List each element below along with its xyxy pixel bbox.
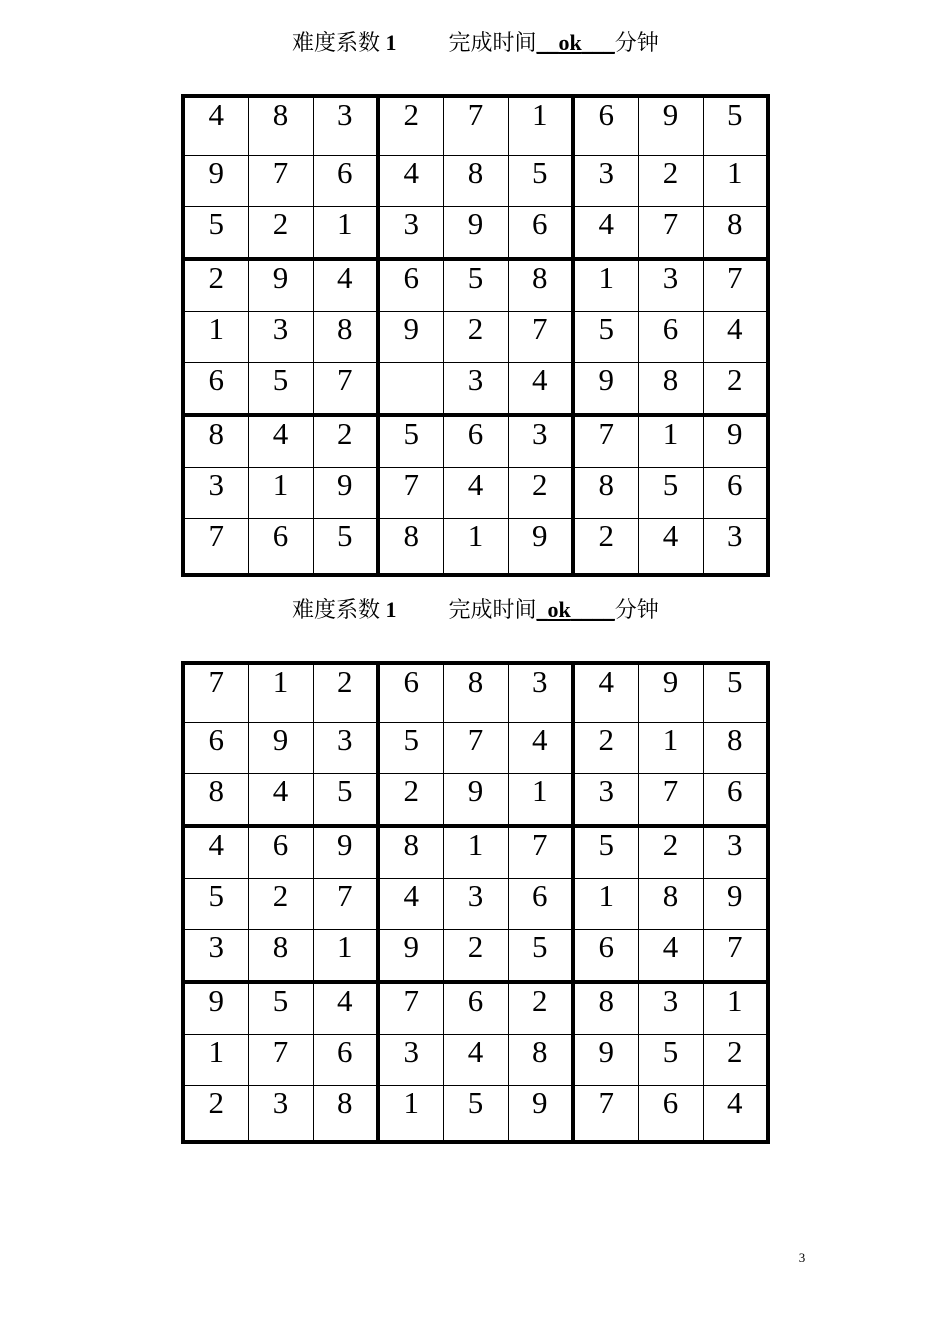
grid-cell: 3 (378, 1035, 443, 1086)
grid-cell: 4 (378, 156, 443, 207)
grid-cell: 4 (443, 468, 508, 519)
grid-cell: 6 (313, 1035, 378, 1086)
grid-cell: 6 (508, 879, 573, 930)
grid-cell: 2 (508, 982, 573, 1035)
grid-cell: 4 (378, 879, 443, 930)
grid-cell: 4 (248, 774, 313, 827)
grid-row (183, 930, 768, 983)
grid-cell: 8 (248, 930, 313, 983)
grid-cell: 3 (443, 879, 508, 930)
grid-cell: 4 (703, 312, 768, 363)
grid-cell: 5 (443, 1086, 508, 1143)
grid-cell: 6 (248, 826, 313, 879)
grid-cell: 1 (573, 879, 638, 930)
grid-cell: 5 (573, 826, 638, 879)
time-value: ok (558, 30, 582, 55)
time-value: ok (547, 597, 571, 622)
grid-cell: 1 (183, 312, 248, 363)
grid-cell: 8 (508, 1035, 573, 1086)
grid-cell: 1 (508, 96, 573, 156)
grid-row (183, 1086, 768, 1143)
grid-row (183, 826, 768, 879)
grid-cell: 5 (313, 774, 378, 827)
grid-cell: 9 (248, 723, 313, 774)
grid-cell: 9 (313, 468, 378, 519)
puzzle-1-header (292, 29, 752, 57)
grid-cell: 2 (573, 519, 638, 576)
grid-cell: 4 (508, 363, 573, 416)
grid-cell: 1 (703, 156, 768, 207)
grid-cell: 4 (248, 415, 313, 468)
grid-cell: 3 (573, 156, 638, 207)
grid-cell: 6 (573, 930, 638, 983)
grid-row (183, 207, 768, 260)
grid-cell: 4 (508, 723, 573, 774)
difficulty-label: 难度系数 (292, 30, 381, 55)
grid-cell: 6 (248, 519, 313, 576)
grid-cell: 2 (703, 1035, 768, 1086)
grid-cell: 7 (313, 363, 378, 416)
grid-cell (378, 363, 443, 416)
grid-cell: 8 (508, 259, 573, 312)
grid-cell: 2 (443, 312, 508, 363)
grid-cell: 8 (573, 468, 638, 519)
grid-row (183, 259, 768, 312)
grid-cell: 1 (443, 519, 508, 576)
grid-cell: 6 (443, 982, 508, 1035)
grid-cell: 8 (183, 415, 248, 468)
grid-cell: 8 (443, 156, 508, 207)
grid-cell: 5 (638, 1035, 703, 1086)
grid-cell: 7 (248, 156, 313, 207)
grid-cell: 6 (313, 156, 378, 207)
grid-cell: 8 (703, 723, 768, 774)
time-underline-suffix: ____ (570, 597, 615, 622)
grid-cell: 3 (508, 415, 573, 468)
grid-cell: 7 (443, 723, 508, 774)
grid-cell: 9 (638, 663, 703, 723)
grid-cell: 5 (378, 723, 443, 774)
grid-cell: 2 (638, 826, 703, 879)
grid-row (183, 415, 768, 468)
grid-cell: 4 (638, 519, 703, 576)
grid-cell: 7 (443, 96, 508, 156)
grid-row (183, 312, 768, 363)
grid-cell: 4 (703, 1086, 768, 1143)
grid-cell: 3 (248, 1086, 313, 1143)
grid-cell: 9 (443, 774, 508, 827)
grid-cell: 3 (638, 259, 703, 312)
grid-cell: 6 (378, 663, 443, 723)
grid-cell: 2 (443, 930, 508, 983)
grid-cell: 5 (378, 415, 443, 468)
grid-cell: 8 (313, 1086, 378, 1143)
grid-cell: 6 (638, 1086, 703, 1143)
grid-row (183, 519, 768, 576)
grid-cell: 4 (313, 982, 378, 1035)
grid-cell: 9 (313, 826, 378, 879)
grid-row (183, 663, 768, 723)
grid-cell: 4 (443, 1035, 508, 1086)
grid-row (183, 363, 768, 416)
grid-cell: 8 (378, 519, 443, 576)
grid-row (183, 723, 768, 774)
grid-cell: 4 (573, 663, 638, 723)
grid-cell: 7 (638, 207, 703, 260)
grid-cell: 6 (703, 468, 768, 519)
grid-cell: 7 (378, 982, 443, 1035)
grid-row (183, 468, 768, 519)
grid-cell: 5 (573, 312, 638, 363)
grid-row (183, 1035, 768, 1086)
grid-cell: 2 (378, 96, 443, 156)
page-number: 3 (798, 1250, 806, 1265)
grid-cell: 5 (248, 982, 313, 1035)
grid-cell: 3 (703, 826, 768, 879)
time-underline-suffix: ___ (581, 30, 615, 55)
grid-row (183, 879, 768, 930)
grid-cell: 7 (378, 468, 443, 519)
grid-cell: 1 (508, 774, 573, 827)
grid-cell: 1 (248, 468, 313, 519)
grid-cell: 3 (313, 723, 378, 774)
grid-cell: 9 (378, 312, 443, 363)
grid-row (183, 982, 768, 1035)
grid-cell: 8 (573, 982, 638, 1035)
grid-cell: 7 (183, 519, 248, 576)
difficulty-label: 难度系数 (292, 597, 381, 622)
grid-cell: 3 (378, 207, 443, 260)
grid-cell: 8 (313, 312, 378, 363)
difficulty-value: 1 (385, 597, 397, 622)
grid-cell: 7 (638, 774, 703, 827)
grid-row (183, 156, 768, 207)
grid-cell: 7 (508, 312, 573, 363)
grid-cell: 9 (573, 1035, 638, 1086)
grid-cell: 4 (183, 826, 248, 879)
grid-cell: 9 (183, 156, 248, 207)
grid-cell: 3 (248, 312, 313, 363)
grid-cell: 2 (703, 363, 768, 416)
grid-cell: 6 (443, 415, 508, 468)
grid-cell: 7 (573, 1086, 638, 1143)
grid-cell: 6 (183, 363, 248, 416)
grid-cell: 9 (508, 1086, 573, 1143)
grid-cell: 7 (703, 259, 768, 312)
grid-cell: 1 (443, 826, 508, 879)
grid-cell: 4 (573, 207, 638, 260)
grid-cell: 2 (508, 468, 573, 519)
time-label: 完成时间 (448, 597, 537, 622)
grid-cell: 3 (508, 663, 573, 723)
grid-cell: 2 (313, 415, 378, 468)
grid-cell: 3 (638, 982, 703, 1035)
grid-cell: 8 (378, 826, 443, 879)
time-unit: 分钟 (614, 30, 659, 55)
time-underline-prefix: _ (536, 597, 548, 622)
grid-cell: 2 (378, 774, 443, 827)
time-underline-prefix: __ (536, 30, 559, 55)
grid-cell: 2 (183, 259, 248, 312)
time-label: 完成时间 (448, 30, 537, 55)
grid-cell: 1 (573, 259, 638, 312)
grid-cell: 7 (313, 879, 378, 930)
grid-cell: 3 (443, 363, 508, 416)
sudoku-grid-2 (181, 661, 770, 1144)
grid-cell: 9 (703, 415, 768, 468)
grid-cell: 5 (508, 156, 573, 207)
grid-cell: 3 (703, 519, 768, 576)
grid-cell: 5 (638, 468, 703, 519)
grid-row (183, 96, 768, 156)
puzzle-2-header (292, 596, 752, 624)
grid-cell: 7 (703, 930, 768, 983)
grid-cell: 5 (508, 930, 573, 983)
grid-cell: 2 (638, 156, 703, 207)
grid-cell: 5 (183, 879, 248, 930)
grid-cell: 8 (703, 207, 768, 260)
grid-cell: 8 (183, 774, 248, 827)
grid-cell: 2 (573, 723, 638, 774)
grid-cell: 1 (638, 415, 703, 468)
grid-cell: 7 (508, 826, 573, 879)
grid-cell: 8 (638, 879, 703, 930)
grid-cell: 1 (703, 982, 768, 1035)
grid-cell: 1 (183, 1035, 248, 1086)
grid-cell: 8 (248, 96, 313, 156)
grid-cell: 3 (313, 96, 378, 156)
grid-cell: 5 (313, 519, 378, 576)
grid-cell: 1 (378, 1086, 443, 1143)
grid-cell: 6 (573, 96, 638, 156)
grid-cell: 7 (183, 663, 248, 723)
grid-cell: 2 (248, 207, 313, 260)
grid-cell: 5 (703, 96, 768, 156)
grid-cell: 5 (443, 259, 508, 312)
grid-cell: 3 (183, 930, 248, 983)
grid-cell: 6 (703, 774, 768, 827)
grid-cell: 1 (638, 723, 703, 774)
grid-cell: 4 (183, 96, 248, 156)
grid-cell: 2 (183, 1086, 248, 1143)
grid-cell: 6 (183, 723, 248, 774)
grid-cell: 9 (573, 363, 638, 416)
grid-row (183, 774, 768, 827)
grid-cell: 5 (183, 207, 248, 260)
difficulty-value: 1 (385, 30, 397, 55)
grid-cell: 1 (313, 930, 378, 983)
grid-cell: 5 (248, 363, 313, 416)
grid-cell: 6 (508, 207, 573, 260)
grid-cell: 6 (638, 312, 703, 363)
grid-cell: 3 (183, 468, 248, 519)
grid-cell: 2 (248, 879, 313, 930)
grid-cell: 3 (573, 774, 638, 827)
grid-cell: 1 (313, 207, 378, 260)
grid-cell: 7 (248, 1035, 313, 1086)
grid-cell: 9 (703, 879, 768, 930)
grid-cell: 9 (508, 519, 573, 576)
grid-cell: 9 (183, 982, 248, 1035)
grid-cell: 7 (573, 415, 638, 468)
grid-cell: 9 (638, 96, 703, 156)
time-unit: 分钟 (614, 597, 659, 622)
grid-cell: 8 (443, 663, 508, 723)
grid-cell: 5 (703, 663, 768, 723)
grid-cell: 4 (313, 259, 378, 312)
grid-cell: 8 (638, 363, 703, 416)
grid-cell: 9 (248, 259, 313, 312)
grid-cell: 9 (443, 207, 508, 260)
sudoku-grid-1 (181, 94, 770, 577)
grid-cell: 2 (313, 663, 378, 723)
grid-cell: 6 (378, 259, 443, 312)
grid-cell: 4 (638, 930, 703, 983)
grid-cell: 1 (248, 663, 313, 723)
grid-cell: 9 (378, 930, 443, 983)
